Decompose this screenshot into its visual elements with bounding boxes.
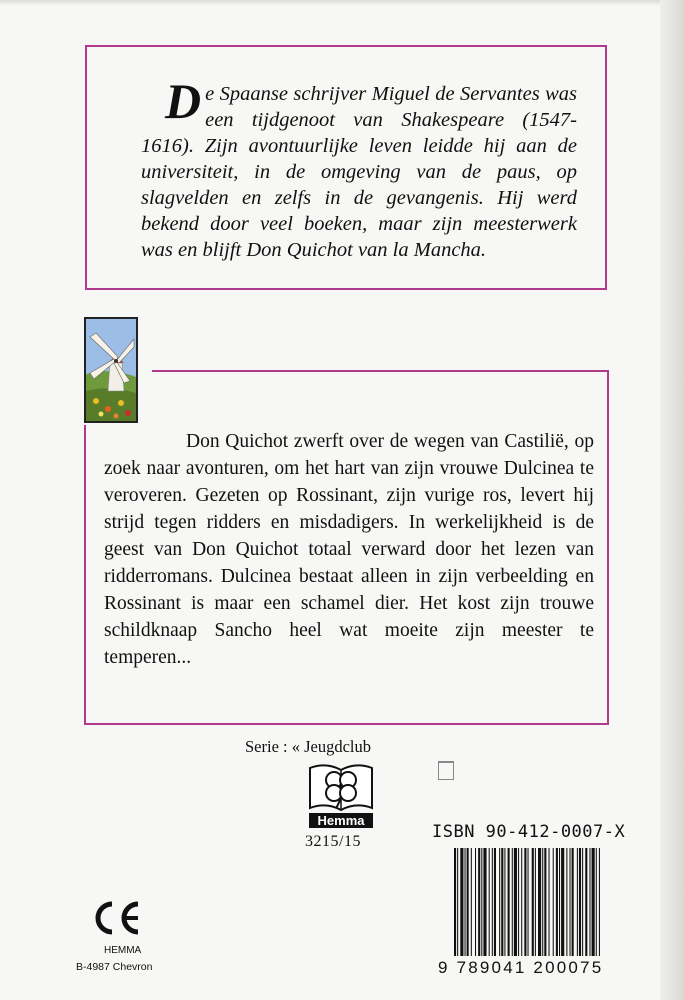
barcode-bar [514,848,517,956]
summary-box-left-border [84,425,86,725]
barcode-bar [535,848,536,956]
barcode-bar [481,848,482,956]
barcode-bar [489,848,490,956]
barcode-bar [553,848,554,956]
barcode-bar [589,848,590,956]
barcode-bar [454,848,456,956]
windmill-illustration [84,317,138,423]
barcode-bar [478,848,480,956]
isbn-label: ISBN 90-412-0007-X [432,822,626,842]
ce-mark-icon [90,898,142,938]
series-label: Serie : « Jeugdclub [245,737,372,756]
barcode-bar [544,848,546,956]
barcode-bar [549,848,550,956]
drop-cap: D [165,73,202,129]
barcode-bar [501,848,503,956]
barcode-bar [524,848,526,956]
barcode-bar [471,848,472,956]
barcode-bar [460,848,463,956]
summary-box-top-border [152,370,609,372]
intro-paragraph [141,73,577,263]
barcode-bar [483,848,486,956]
barcode-bar [542,848,543,956]
barcode-bar [599,848,600,956]
product-code: 3215/15 [305,833,361,850]
publisher-name: HEMMA [104,945,142,956]
barcode-bar [572,848,574,956]
barcode-bar [585,848,587,956]
barcode-bar [532,848,534,956]
summary-box-bottom-border [84,723,609,725]
hemma-logo-word: Hemma [317,813,365,828]
paper-edge-top [0,0,684,6]
paper-edge-right [660,0,684,1000]
barcode-bar [465,848,466,956]
summary-box-right-border [607,370,609,725]
barcode-bar [512,848,513,956]
barcode-bar [556,848,558,956]
intro-box [85,45,607,290]
barcode [452,848,602,958]
summary-paragraph [104,428,594,671]
barcode-bar [570,848,571,956]
barcode-bar [528,848,529,956]
intro-text: e Spaanse schrijver Miguel de Servantes was een tijdgenoot van Shakespeare (1547-1616). Zijn avontuurlijke leven leidde hij aan de universiteit, in de omgeving van de paus, op slagvelden en zelfs in de gevangenis. Hij werd bekend door veel boeken, maar zijn meesterwerk was en blijft Don Quichot van la Mancha. [141,83,577,261]
clover-logo-icon [306,760,376,830]
barcode-bar [521,848,522,956]
barcode-bar [577,848,578,956]
windmill-icon [86,319,136,421]
barcode-bar [504,848,505,956]
barcode-bar [538,848,541,956]
barcode-bar [499,848,500,956]
barcode-bar [592,848,595,956]
barcode-bar [457,848,458,956]
publisher-address: B-4987 Chevron [76,961,153,973]
stamp-mark [438,761,454,780]
barcode-bar [475,848,476,956]
barcode-number: 9 789041 200075 [438,958,604,977]
barcode-bar [596,848,597,956]
barcode-bar [492,848,493,956]
barcode-bar [561,848,564,956]
barcode-bar [579,848,581,956]
barcode-bar [559,848,560,956]
barcode-bar [494,848,496,956]
barcode-bar [518,848,519,956]
summary-text: Don Quichot zwerft over de wegen van Castilië, op zoek naar avonturen, om het hart van zijn vrouwe Dulcinea te veroveren. Gezeten op Rossinant, zijn vurige ros, levert hij strijd tegen ridders en misdadigers. In werkelijkheid is de geest van Don Quichot totaal verward door het lezen van ridderromans. Dulcinea bestaat alleen in zijn verbeelding en Rossinant is maar een schamel dier. Het kost zijn trouwe schildknaap Sancho heel wat moeite zijn meester te temperen... [104,431,594,668]
barcode-bar [582,848,583,956]
barcode-bar [566,848,567,956]
barcode-bar [508,848,510,956]
barcode-bar [467,848,469,956]
